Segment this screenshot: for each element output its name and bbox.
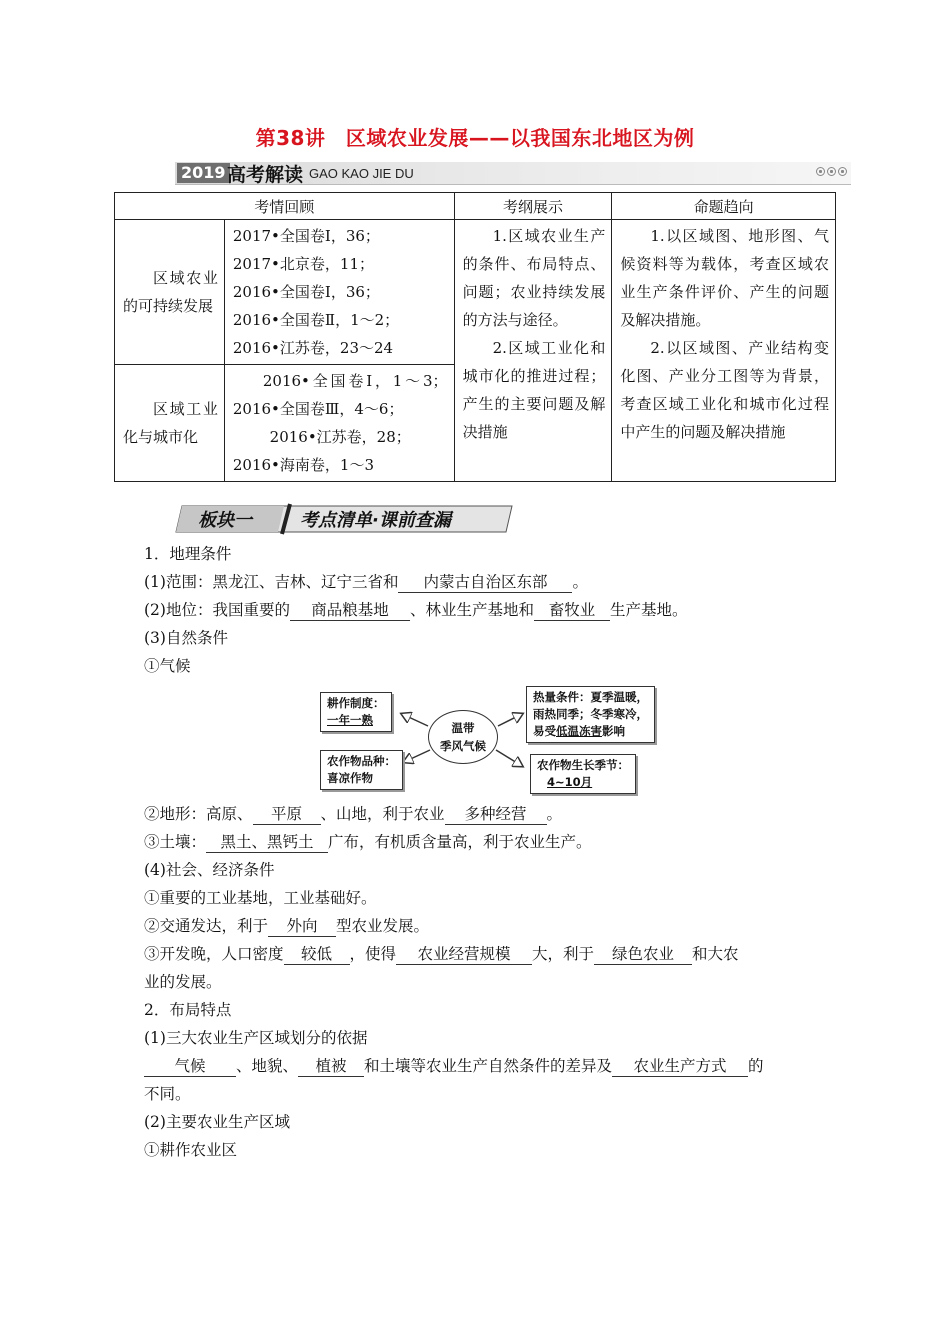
text: ②地形：高原、 bbox=[144, 805, 253, 823]
answer-blank: 农业经营规模 bbox=[396, 944, 532, 965]
text: ③开发晚，人口密度 bbox=[144, 945, 284, 963]
topic-cell: 区域工业化与城市化 bbox=[115, 365, 225, 482]
box-text: 影响 bbox=[602, 724, 625, 738]
answer-blank: 较低 bbox=[284, 944, 350, 965]
climate-diagram bbox=[318, 686, 663, 798]
range-line bbox=[144, 570, 588, 593]
answer-blank: 黑土、黑钙土 bbox=[206, 832, 328, 853]
text: 、林业生产基地和 bbox=[409, 601, 534, 619]
box-text: 易受 bbox=[533, 724, 556, 738]
circle-text: 温带 bbox=[451, 721, 475, 735]
climate-heading: ①气候 bbox=[144, 657, 191, 675]
social-heading: (4)社会、经济条件 bbox=[144, 861, 275, 879]
position-line bbox=[144, 598, 688, 621]
industry-line: ①重要的工业基地，工业基础好。 bbox=[144, 889, 377, 907]
topic-cell: 区域农业的可持续发展 bbox=[115, 220, 225, 365]
text: 和土壤等农业生产自然条件的差异及 bbox=[364, 1057, 613, 1075]
answer-blank: 外向 bbox=[268, 916, 336, 937]
crop-variety-box bbox=[320, 750, 403, 790]
answer-blank: 植被 bbox=[298, 1056, 364, 1077]
box-text: 热量条件：夏季温暖， bbox=[533, 690, 648, 704]
develop-line-cont: 业的发展。 bbox=[144, 973, 222, 991]
trend-cell bbox=[612, 220, 836, 482]
answer-blank: 内蒙古自治区东部 bbox=[398, 572, 572, 593]
climate-center-circle bbox=[428, 710, 498, 764]
syllabus-cell bbox=[454, 220, 612, 482]
growing-season-box bbox=[530, 754, 636, 794]
heading-geo-conditions: 1．地理条件 bbox=[144, 545, 232, 563]
basis-heading: (1)三大农业生产区域划分的依据 bbox=[144, 1029, 368, 1047]
text: 、地貌、 bbox=[236, 1057, 299, 1075]
transport-line bbox=[144, 914, 429, 937]
text: ，使得 bbox=[349, 945, 397, 963]
farming-region-heading: ①耕作农业区 bbox=[144, 1141, 238, 1159]
basis-line bbox=[144, 1054, 764, 1077]
text: ②交通发达，利于 bbox=[144, 917, 269, 935]
syllabus-item: 1.区域农业生产的条件、布局特点、问题；农业持续发展的方法与途径。 bbox=[462, 227, 606, 329]
banner-pinyin: GAO KAO JIE DU bbox=[309, 166, 414, 181]
text: 。 bbox=[546, 805, 563, 823]
exam-list bbox=[224, 220, 454, 365]
exam-item: 2017•北京卷，11； bbox=[232, 255, 374, 273]
text: 型农业发展。 bbox=[336, 917, 430, 935]
text: (2)地位：我国重要的 bbox=[144, 601, 290, 619]
box-answer: 低温冻害 bbox=[556, 724, 602, 738]
text: 的 bbox=[748, 1057, 764, 1075]
exam-list bbox=[224, 365, 454, 482]
exam-item: 2016•全国卷Ⅰ，36； bbox=[232, 283, 380, 301]
circle-text: 季风气候 bbox=[440, 739, 486, 753]
heading-layout: 2．布局特点 bbox=[144, 1001, 232, 1019]
trend-item: 1.以区域图、地形图、气候资料等为载体，考查区域农业生产条件评价、产生的问题及解决措施。 bbox=[620, 227, 829, 329]
syllabus-item: 2.区域工业化和城市化的推进过程；产生的主要问题及解决措施 bbox=[462, 339, 606, 441]
terrain-line bbox=[144, 802, 562, 825]
box-text: 喜凉作物 bbox=[327, 771, 373, 785]
section-label: 板块一 bbox=[198, 510, 252, 531]
develop-line bbox=[144, 942, 739, 965]
section-title: 考点清单·课前查漏 bbox=[300, 510, 451, 531]
header-trend: 命题趋向 bbox=[612, 193, 836, 220]
page-title: 第38讲 区域农业发展——以我国东北地区为例 bbox=[255, 126, 695, 150]
box-text: 农作物生长季节： bbox=[537, 758, 629, 772]
regions-heading: (2)主要农业生产区域 bbox=[144, 1113, 290, 1131]
text: 大，利于 bbox=[532, 945, 595, 963]
section-banner bbox=[172, 498, 522, 538]
text: 生产基地。 bbox=[609, 601, 688, 619]
answer-blank: 商品粮基地 bbox=[290, 600, 410, 621]
answer-blank: 气候 bbox=[144, 1056, 236, 1077]
trend-item: 2.以区域图、产业结构变化图、产业分工图等为背景，考查区域工业化和城市化过程中产生的问题及解决措施 bbox=[620, 339, 829, 441]
banner-title: 高考解读 bbox=[227, 164, 304, 186]
box-text: 农作物品种： bbox=[327, 754, 396, 768]
box-answer: 一年一熟 bbox=[327, 713, 373, 727]
banner-dots-icon bbox=[816, 167, 847, 176]
box-text: 耕作制度： bbox=[327, 696, 385, 710]
header-review: 考情回顾 bbox=[115, 193, 455, 220]
exam-item: 2016•全国卷Ⅰ，1～3；2016•全国卷Ⅲ，4～6； bbox=[232, 372, 448, 418]
soil-line bbox=[144, 830, 592, 853]
answer-blank: 平原 bbox=[253, 804, 321, 825]
gaokao-banner bbox=[175, 162, 851, 185]
text: 广布，有机质含量高，利于农业生产。 bbox=[328, 833, 592, 851]
exam-item: 2016•全国卷Ⅱ，1～2； bbox=[232, 311, 400, 329]
answer-blank: 多种经营 bbox=[445, 804, 547, 825]
header-syllabus: 考纲展示 bbox=[454, 193, 612, 220]
text: 。 bbox=[572, 573, 588, 591]
text: 和大农 bbox=[692, 945, 739, 963]
box-text: 雨热同季；冬季寒冷， bbox=[533, 707, 648, 721]
exam-overview-table bbox=[114, 192, 836, 482]
farming-system-box bbox=[320, 692, 392, 732]
exam-item: 2016•江苏卷，23～24 bbox=[232, 339, 394, 357]
basis-line-cont: 不同。 bbox=[144, 1085, 191, 1103]
answer-blank: 绿色农业 bbox=[594, 944, 692, 965]
banner-year: 2019 bbox=[177, 163, 230, 183]
text: ③土壤： bbox=[144, 833, 207, 851]
answer-blank: 农业生产方式 bbox=[612, 1056, 748, 1077]
exam-item: 2017•全国卷Ⅰ，36； bbox=[232, 227, 380, 245]
text: 、山地，利于农业 bbox=[320, 805, 445, 823]
natural-heading: (3)自然条件 bbox=[144, 629, 228, 647]
text: (1)范围：黑龙江、吉林、辽宁三省和 bbox=[144, 573, 399, 591]
exam-item: 2016•江苏卷，28； bbox=[269, 428, 411, 446]
box-answer: 4~10月 bbox=[547, 775, 593, 789]
exam-item: 2016•海南卷，1～3 bbox=[232, 456, 374, 474]
answer-blank: 畜牧业 bbox=[534, 600, 610, 621]
heat-condition-box bbox=[526, 686, 655, 743]
